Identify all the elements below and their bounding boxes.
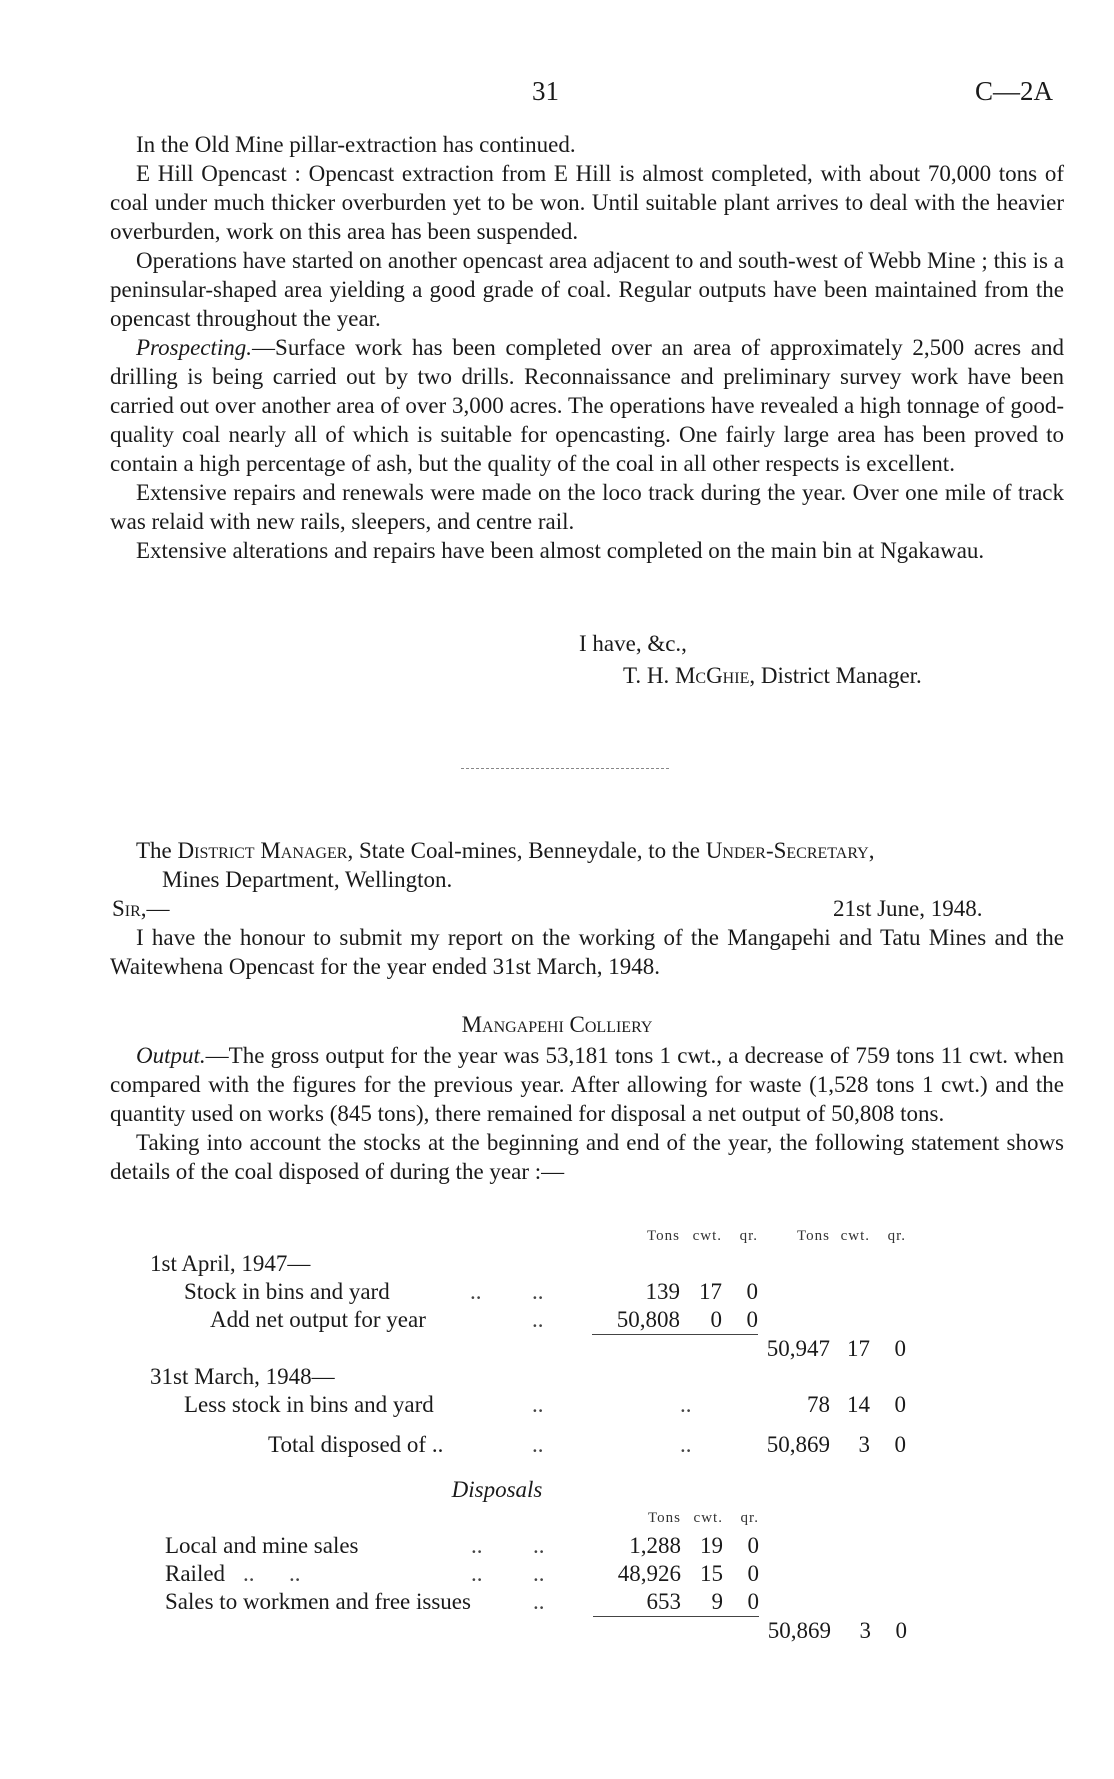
table-row: Stock in bins and yard .. .. 139 17 0 bbox=[184, 1279, 758, 1304]
intro-paragraph: I have the honour to submit my report on the working of the Mangapehi and Tatu Mines and the Waitewhena Opencast for the year ended 31st March, 1948. bbox=[110, 925, 1064, 979]
table-row: Less stock in bins and yard .. .. 78 14 0 bbox=[184, 1392, 906, 1417]
paragraph-old-mine: In the Old Mine pillar-extraction has continued. bbox=[136, 132, 576, 157]
letter-intro bbox=[110, 923, 1064, 981]
signatory-name: T. H. McGhie bbox=[623, 663, 750, 688]
table-row: 50,947 17 0 bbox=[766, 1335, 906, 1361]
column-headers: Tons cwt. qr. bbox=[648, 1510, 759, 1526]
paragraph-e-hill: E Hill Opencast : Opencast extraction from E Hill is almost completed, with about 70,000 tons of coal under much thicker overburden yet to be won. Until suitable plant arrives to deal with the heavier overburden, work on this area has been suspended. bbox=[110, 161, 1064, 244]
stocks-paragraph: Taking into account the stocks at the beginning and end of the year, the following statement shows details of the coal disposed of during the year :— bbox=[110, 1130, 1064, 1184]
prospecting-text: —Surface work has been completed over an area of approximately 2,500 acres and drilling is being carried out by two drills. Reconnaissance and preliminary survey work have been carried out over another area of over 3,000 acres. The operations have revealed a high tonnage of good-quality coal nearly all of which is suitable for opencasting. One fairly large area has been proved to contain a high percentage of ash, but the quality of the coal in all other respects is excellent. bbox=[110, 335, 1064, 476]
table-row: 1st April, 1947— bbox=[150, 1251, 311, 1276]
page-number: 31 bbox=[532, 76, 559, 106]
output-heading: Output. bbox=[136, 1043, 206, 1068]
prospecting-heading: Prospecting. bbox=[136, 335, 253, 360]
column-headers: Tons cwt. qr. Tons cwt. qr. bbox=[647, 1228, 906, 1244]
table-row: Railed .. .. .. .. 48,926 15 0 bbox=[165, 1561, 759, 1586]
output-section bbox=[110, 1041, 1064, 1186]
sender-title: District Manager bbox=[177, 838, 348, 863]
paragraph-prospecting bbox=[110, 333, 1064, 478]
output-paragraph bbox=[110, 1041, 1064, 1128]
table-row: 31st March, 1948— bbox=[150, 1364, 335, 1389]
continued-report bbox=[110, 130, 1064, 565]
table-row: Add net output for year .. 50,808 0 0 bbox=[150, 1306, 906, 1335]
table-row: Local and mine sales .. .. 1,288 19 0 bbox=[165, 1533, 759, 1558]
closing-phrase: I have, &c., bbox=[579, 631, 687, 656]
signatory-title: , District Manager. bbox=[749, 663, 922, 688]
signature-line bbox=[623, 661, 922, 690]
output-text: —The gross output for the year was 53,181 tons 1 cwt., a decrease of 759 tons 11 cwt. when compared with the figures for the previous year. After allowing for waste (1,528 tons 1 cwt.) and the quantity used on works (845 tons), there remained for disposal a net output of 50,808 tons. bbox=[110, 1043, 1064, 1126]
table-row-total: 50,869 3 0 bbox=[767, 1617, 907, 1643]
paragraph-operations: Operations have started on another opencast area adjacent to and south-west of Webb Mine ; this is a peninsular-shaped area yielding a good grade of coal. Regular outputs have been maintained from the opencast throughout the year. bbox=[110, 248, 1064, 331]
disposals-heading: Disposals bbox=[451, 1477, 543, 1502]
disposals-table bbox=[165, 1504, 907, 1645]
table-row: Sales to workmen and free issues .. 653 9 0 bbox=[165, 1588, 907, 1617]
section-divider bbox=[461, 768, 669, 769]
recipient-title: Under-Secretary bbox=[705, 838, 869, 863]
letter-address bbox=[110, 836, 1064, 894]
document-reference: C—2A bbox=[975, 76, 1054, 106]
paragraph-loco-track: Extensive repairs and renewals were made on the loco track during the year. Over one mile of track was relaid with new rails, sleepers, and centre rail. bbox=[110, 480, 1064, 534]
coal-statement-table bbox=[150, 1222, 906, 1459]
letter-date: 21st June, 1948. bbox=[833, 896, 983, 921]
paragraph-main-bin: Extensive alterations and repairs have been almost completed on the main bin at Ngakawau. bbox=[136, 538, 985, 563]
salutation: Sir,— bbox=[112, 896, 170, 921]
address-line-1: The District Manager, State Coal-mines, Benneydale, to the Under-Secretary, bbox=[136, 838, 875, 863]
colliery-heading: Mangapehi Colliery bbox=[461, 1012, 653, 1037]
address-line-2: Mines Department, Wellington. bbox=[162, 867, 453, 892]
table-row-total: Total disposed of .. .. .. 50,869 3 0 bbox=[268, 1432, 906, 1457]
